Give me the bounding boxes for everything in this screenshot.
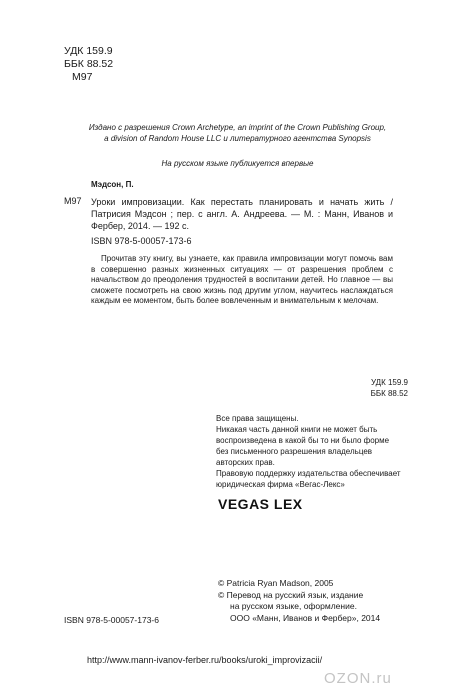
permission-line-2: a division of Random House LLC и литературного агентства Synopsis (104, 134, 371, 143)
bbk-code-right: ББК 88.52 (370, 389, 408, 398)
permission-line-1: Издано с разрешения Crown Archetype, an imprint of the Crown Publishing Group, (88, 123, 387, 132)
catalog-code: М97 (64, 196, 82, 206)
catalog-annotation: Прочитав эту книгу, вы узнаете, как правила импровизации могут помочь вам в совершенно разных жизненных ситуациях — от разрешения проблем с начальством до преодоления трудностей в воспитании детей. Но главное — вы сможете посмотреть на свою жизнь под другим углом, научитесь наслаждаться каждым ее моментом, быть более вовлеченным и внимательным к мелочам. (91, 254, 393, 305)
ozon-watermark: OZON.ru (324, 670, 392, 687)
rights-line-4: без письменного разрешения владельцев (216, 447, 373, 456)
catalog-author: Мэдсон, П. (91, 180, 134, 189)
copyright-line-3: на русском языке, оформление. (230, 601, 357, 611)
vegas-lex-logo: VEGAS LEX (218, 496, 303, 512)
permission-note (40, 122, 435, 144)
classification-right (300, 377, 408, 399)
copyright-block (218, 578, 380, 624)
catalog-isbn: ISBN 978-5-00057-173-6 (91, 236, 192, 246)
source-url[interactable]: http://www.mann-ivanov-ferber.ru/books/uroki_improvizacii/ (87, 655, 323, 665)
catalog-entry: Уроки импровизации. Как перестать планировать и начать жить / Патрисия Мэдсон ; пер. с англ. А. Андреева. — М. : Манн, Иванов и Фербер, 2014. — 192 с. (91, 197, 393, 231)
bbk-code: ББК 88.52 (64, 58, 114, 70)
copyright-line-1: © Patricia Ryan Madson, 2005 (218, 578, 334, 588)
udk-code: УДК 159.9 (64, 45, 113, 57)
rights-line-3: воспроизведена в какой бы то ни было форме (216, 436, 390, 445)
footer-isbn: ISBN 978-5-00057-173-6 (64, 615, 159, 625)
rights-line-6: Правовую поддержку издательства обеспечивает (216, 469, 401, 478)
author-mark: М97 (72, 71, 93, 83)
udk-block (64, 45, 113, 84)
copyright-line-4: ООО «Манн, Иванов и Фербер», 2014 (230, 612, 381, 623)
rights-line-2: Никакая часть данной книги не может быть (216, 425, 378, 434)
first-publication-note: На русском языке публикуется впервые (161, 159, 314, 168)
rights-line-1: Все права защищены. (216, 414, 299, 423)
copyright-line-2: © Перевод на русский язык, издание (218, 589, 364, 600)
udk-code-right: УДК 159.9 (370, 378, 408, 387)
rights-notice (216, 413, 416, 490)
rights-line-7: юридическая фирма «Вегас-Лекс» (216, 480, 345, 489)
rights-line-5: авторских прав. (216, 458, 275, 467)
